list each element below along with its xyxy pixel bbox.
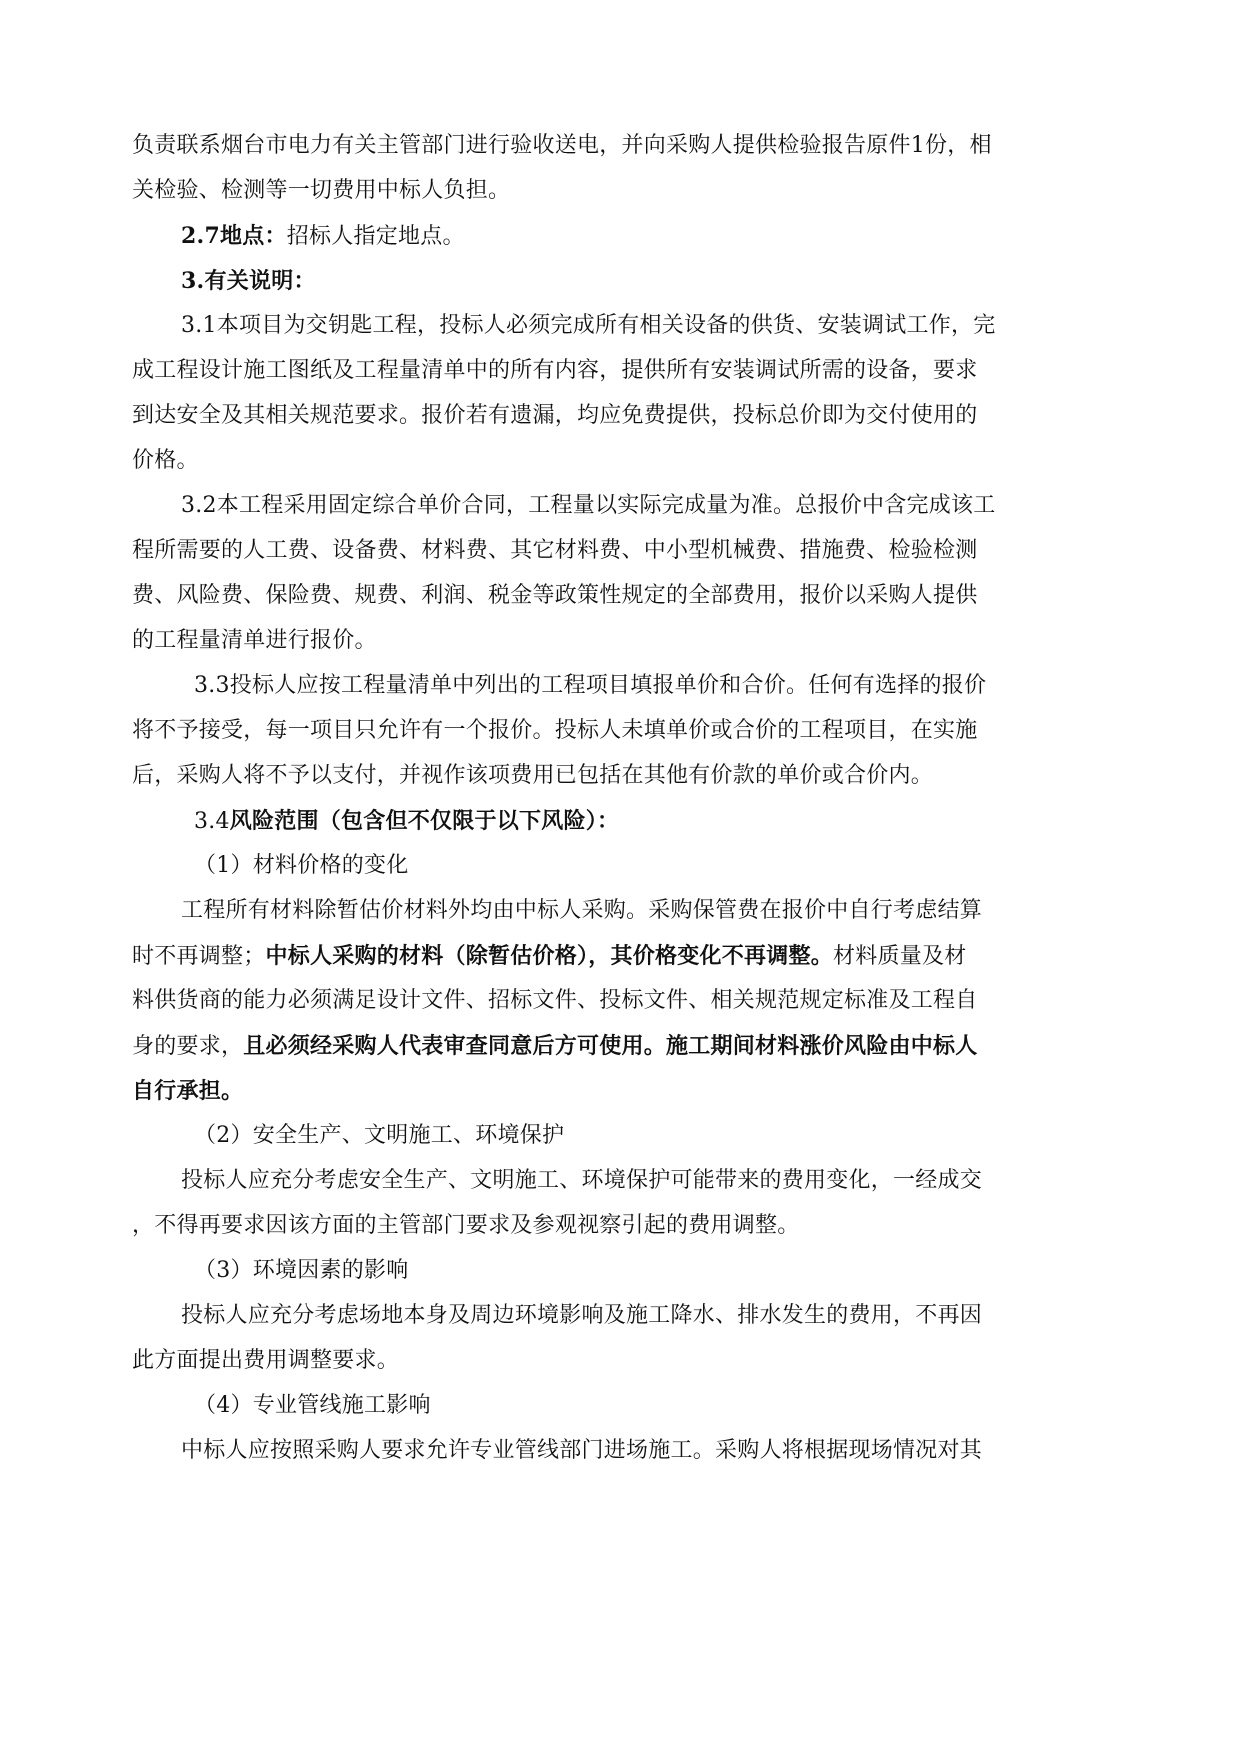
line-text: 材料质量及材 (833, 944, 967, 969)
body-text-line (181, 1431, 1112, 1471)
heading-text: （1）材料价格的变化 (194, 853, 409, 878)
body-text-line (132, 1071, 1112, 1111)
line-text: 中标人应按照采购人要求允许专业管线部门进场施工。采购人将根据现场情况对其 (181, 1438, 983, 1463)
line-text: ，不得再要求因该方面的主管部门要求及参观视察引起的费用调整。 (132, 1213, 800, 1238)
heading-text: （3）环境因素的影响 (194, 1258, 409, 1283)
line-text: 的工程量清单进行报价。 (132, 628, 377, 653)
line-text: 成工程设计施工图纸及工程量清单中的所有内容，提供所有安装调试所需的设备，要求 (132, 358, 978, 383)
body-text-line (181, 891, 1112, 931)
body-text-line (132, 126, 1112, 166)
line-text: 工程所有材料除暂估价材料外均由中标人采购。采购保管费在报价中自行考虑结算 (181, 898, 983, 923)
line-text: 料供货商的能力必须满足设计文件、招标文件、投标文件、相关规范规定标准及工程自 (132, 988, 978, 1013)
body-text-line (132, 621, 1112, 661)
line-text: 价格。 (132, 448, 199, 473)
body-text-line (132, 171, 1112, 211)
body-text-line (132, 351, 1112, 391)
line-text: 3.2本工程采用固定综合单价合同，工程量以实际完成量为准。总报价中含完成该工 (181, 493, 996, 518)
body-text-line (132, 936, 1112, 976)
body-text-line (181, 1296, 1112, 1336)
line-text: 3.1本项目为交钥匙工程，投标人必须完成所有相关设备的供货、安装调试工作，完 (181, 313, 996, 338)
body-text-line (132, 756, 1112, 796)
line-text: 投标人应充分考虑安全生产、文明施工、环境保护可能带来的费用变化，一经成交 (181, 1168, 983, 1193)
body-text-line (132, 531, 1112, 571)
subsection-heading (194, 1386, 1112, 1426)
heading-text: 风险范围（包含但不仅限于以下风险）： (229, 808, 620, 834)
emphasis-text: 自行承担。 (132, 1078, 244, 1104)
line-text: 招标人指定地点。 (286, 224, 465, 249)
subsection-heading (194, 1251, 1112, 1291)
line-text: 后，采购人将不予以支付，并视作该项费用已包括在其他有价款的单价或合价内。 (132, 763, 934, 788)
section-heading (181, 261, 1112, 301)
body-text-line (181, 306, 1112, 346)
line-text: 负责联系烟台市电力有关主管部门进行验收送电，并向采购人提供检验报告原件1份，相 (132, 133, 992, 158)
section-label: 2.7地点： (181, 223, 287, 249)
location-line (181, 216, 1112, 256)
risk-scope-heading (194, 801, 1112, 841)
body-text-line (132, 1206, 1112, 1246)
body-text-line (132, 576, 1112, 616)
line-text: 将不予接受，每一项目只允许有一个报价。投标人未填单价或合价的工程项目，在实施 (132, 718, 978, 743)
heading-text: （4）专业管线施工影响 (194, 1393, 431, 1418)
line-text: 到达安全及其相关规范要求。报价若有遗漏，均应免费提供，投标总价即为交付使用的 (132, 403, 978, 428)
body-text-line (132, 396, 1112, 436)
emphasis-text: 中标人采购的材料（除暂估价格），其价格变化不再调整。 (265, 943, 834, 969)
line-text: 关检验、检测等一切费用中标人负担。 (132, 178, 511, 203)
line-text: 身的要求， (132, 1034, 244, 1059)
subsection-heading (194, 1116, 1112, 1156)
body-text-line (132, 711, 1112, 751)
line-text: 此方面提出费用调整要求。 (132, 1348, 400, 1373)
line-text: 投标人应充分考虑场地本身及周边环境影响及施工降水、排水发生的费用，不再因 (181, 1303, 983, 1328)
line-text: 程所需要的人工费、设备费、材料费、其它材料费、中小型机械费、措施费、检验检测 (132, 538, 978, 563)
body-text-line (181, 1161, 1112, 1201)
section-label: 3.4 (194, 809, 230, 834)
body-text-line (194, 666, 1112, 706)
line-text: 3.3投标人应按工程量清单中列出的工程项目填报单价和合价。任何有选择的报价 (194, 673, 987, 698)
line-text: 费、风险费、保险费、规费、利润、税金等政策性规定的全部费用，报价以采购人提供 (132, 583, 978, 608)
body-text-line (132, 981, 1112, 1021)
body-text-line (132, 441, 1112, 481)
heading-text: （2）安全生产、文明施工、环境保护 (194, 1123, 565, 1148)
body-text-line (181, 486, 1112, 526)
line-text: 时不再调整； (132, 944, 266, 969)
body-text-line (132, 1341, 1112, 1381)
emphasis-text: 且必须经采购人代表审查同意后方可使用。施工期间材料涨价风险由中标人 (243, 1033, 978, 1059)
subsection-heading (194, 846, 1112, 886)
heading-text: 3.有关说明： (181, 268, 316, 294)
body-text-line (132, 1026, 1112, 1066)
